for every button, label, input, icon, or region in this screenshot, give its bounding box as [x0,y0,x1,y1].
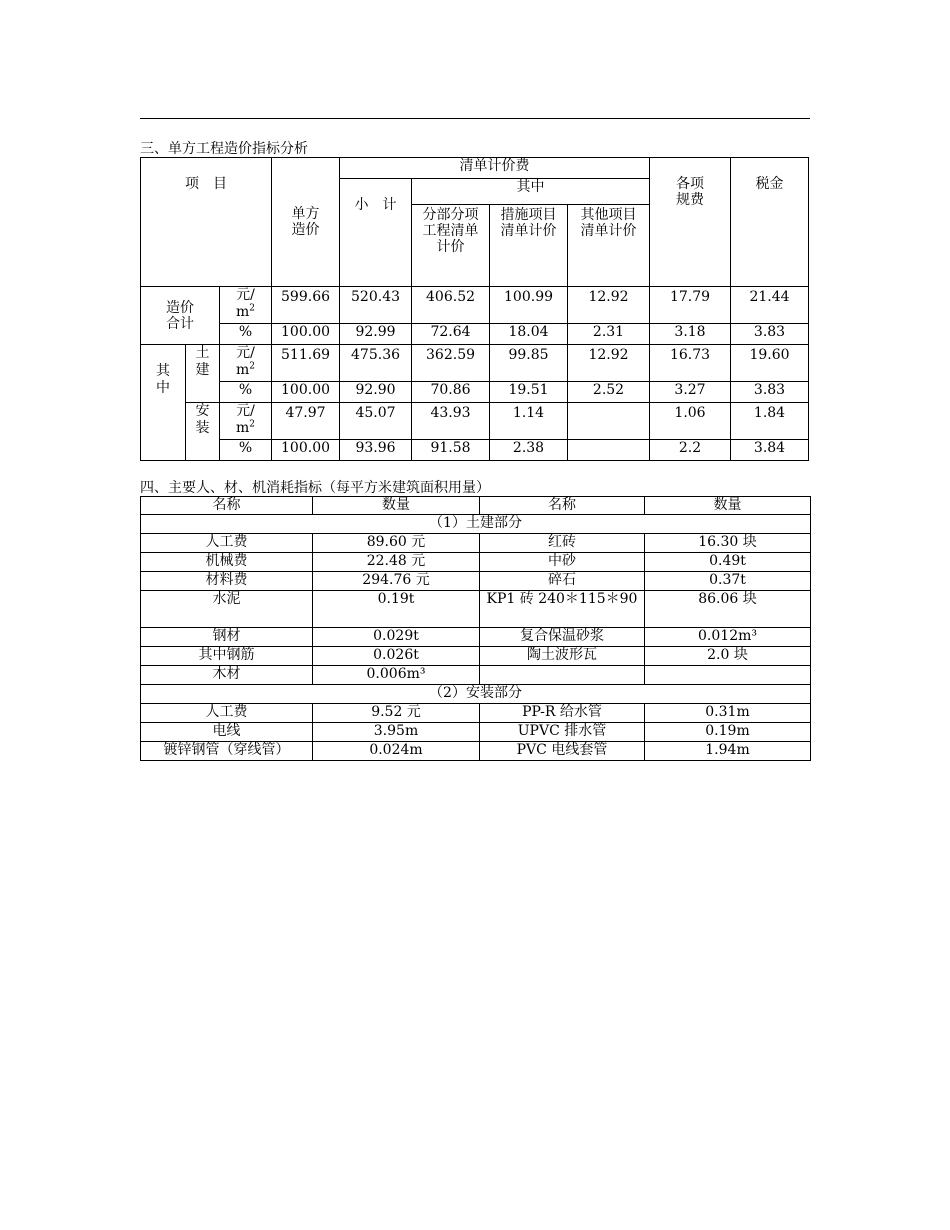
header-rule [140,118,810,119]
material-quantity-cell: 0.19t [313,591,480,628]
civil-pct-unit-cost: 100.00 [272,382,340,403]
material-name-cell: 中砂 [480,553,645,572]
civil-pct-tax: 3.83 [731,382,809,403]
material-name-cell: 电线 [141,723,313,742]
install-pct-unit-cost: 100.00 [272,440,340,461]
material-quantity-cell: 22.48 元 [313,553,480,572]
civil-yuan-unit-cost: 511.69 [272,345,340,382]
total-yuan-other: 12.92 [568,287,650,324]
material-quantity-cell: 89.60 元 [313,534,480,553]
total-yuan-subtotal: 520.43 [340,287,412,324]
material-name-cell: 人工费 [141,704,313,723]
civil-yuan-other: 12.92 [568,345,650,382]
material-name-cell: 红砖 [480,534,645,553]
table-row [141,742,811,761]
install-section-title: （2）安装部分 [141,685,811,704]
table-row [141,553,811,572]
table-row [141,628,811,647]
table-row [141,723,811,742]
header-other-list: 其他项目 清单计价 [568,205,650,287]
header-item: 项 目 [141,158,272,287]
install-pct-tax: 3.84 [731,440,809,461]
table-row [141,704,811,723]
group-install-label: 安装 [186,403,220,461]
unit-percent: % [220,324,272,345]
unit-cost-index-table [140,157,809,461]
material-quantity-cell: 0.024m [313,742,480,761]
install-yuan-other [568,403,650,440]
header-bill-fee: 清单计价费 [340,158,650,179]
header-name: 名称 [141,497,313,515]
civil-pct-subtotal: 92.90 [340,382,412,403]
material-name-cell [480,666,645,685]
header-quantity: 数量 [313,497,480,515]
material-name-cell: 复合保温砂浆 [480,628,645,647]
material-quantity-cell: 0.006m³ [313,666,480,685]
total-pct-measure: 18.04 [490,324,568,345]
header-measure-list: 措施项目 清单计价 [490,205,568,287]
civil-yuan-measure: 99.85 [490,345,568,382]
group-total-label: 造价 合计 [141,287,220,345]
install-yuan-subtotal: 45.07 [340,403,412,440]
header-fees: 各项 规费 [650,158,731,287]
material-name-cell: 木材 [141,666,313,685]
material-name-cell: 钢材 [141,628,313,647]
header-tax: 税金 [731,158,809,287]
material-name-cell: 材料费 [141,572,313,591]
header-of-which: 其中 [412,179,650,205]
group-of-which-label: 其 中 [141,345,186,461]
total-pct-unit-cost: 100.00 [272,324,340,345]
unit-yuan-per-m2: 元/ $m^2$ [220,287,272,324]
unit-yuan-per-m2: 元/ $m^2$ [220,345,272,382]
material-name-cell: 碎石 [480,572,645,591]
material-quantity-cell: 1.94m [645,742,811,761]
civil-pct-sub-item: 70.86 [412,382,490,403]
material-name-cell: PP-R 给水管 [480,704,645,723]
header-subtotal: 小 计 [340,179,412,287]
total-yuan-fees: 17.79 [650,287,731,324]
civil-pct-fees: 3.27 [650,382,731,403]
material-quantity-cell: 0.19m [645,723,811,742]
material-name-cell: 机械费 [141,553,313,572]
material-quantity-cell: 86.06 块 [645,591,811,628]
install-pct-fees: 2.2 [650,440,731,461]
total-pct-sub-item: 72.64 [412,324,490,345]
total-pct-fees: 3.18 [650,324,731,345]
install-yuan-tax: 1.84 [731,403,809,440]
material-quantity-cell: 0.012m³ [645,628,811,647]
material-quantity-cell: 9.52 元 [313,704,480,723]
section-4-title: 四、主要人、材、机消耗指标（每平方米建筑面积用量） [140,480,490,496]
install-yuan-fees: 1.06 [650,403,731,440]
total-yuan-tax: 21.44 [731,287,809,324]
header-unit-cost: 单方 造价 [272,158,340,287]
total-yuan-sub-item: 406.52 [412,287,490,324]
table-row [141,647,811,666]
material-quantity-cell: 0.026t [313,647,480,666]
install-yuan-measure: 1.14 [490,403,568,440]
total-pct-subtotal: 92.99 [340,324,412,345]
total-yuan-unit-cost: 599.66 [272,287,340,324]
install-pct-measure: 2.38 [490,440,568,461]
total-yuan-measure: 100.99 [490,287,568,324]
header-sub-item-list: 分部分项 工程清单 计价 [412,205,490,287]
install-yuan-sub-item: 43.93 [412,403,490,440]
material-name-cell: 人工费 [141,534,313,553]
material-quantity-cell: 0.49t [645,553,811,572]
material-name-cell: 其中钢筋 [141,647,313,666]
header-name: 名称 [480,497,645,515]
install-pct-other [568,440,650,461]
group-civil-label: 土建 [186,345,220,403]
install-pct-sub-item: 91.58 [412,440,490,461]
civil-yuan-tax: 19.60 [731,345,809,382]
install-yuan-unit-cost: 47.97 [272,403,340,440]
civil-section-title: （1）土建部分 [141,515,811,534]
material-name-cell: PVC 电线套管 [480,742,645,761]
table-row [141,534,811,553]
material-name-cell: UPVC 排水管 [480,723,645,742]
consumption-index-table [140,496,811,761]
material-name-cell: KP1 砖 240＊115＊90 [480,591,645,628]
material-quantity-cell: 16.30 块 [645,534,811,553]
table-row [141,666,811,685]
civil-pct-other: 2.52 [568,382,650,403]
material-quantity-cell: 3.95m [313,723,480,742]
table-row [141,572,811,591]
material-name-cell: 水泥 [141,591,313,628]
civil-pct-measure: 19.51 [490,382,568,403]
unit-yuan-per-m2: 元/ $m^2$ [220,403,272,440]
header-quantity: 数量 [645,497,811,515]
material-quantity-cell: 0.37t [645,572,811,591]
material-quantity-cell: 2.0 块 [645,647,811,666]
civil-yuan-subtotal: 475.36 [340,345,412,382]
install-pct-subtotal: 93.96 [340,440,412,461]
table-row [141,591,811,628]
section-3-title: 三、单方工程造价指标分析 [140,141,308,157]
civil-yuan-fees: 16.73 [650,345,731,382]
unit-percent: % [220,440,272,461]
material-quantity-cell [645,666,811,685]
total-pct-tax: 3.83 [731,324,809,345]
material-quantity-cell: 0.31m [645,704,811,723]
civil-yuan-sub-item: 362.59 [412,345,490,382]
material-name-cell: 镀锌钢管（穿线管） [141,742,313,761]
total-pct-other: 2.31 [568,324,650,345]
material-name-cell: 陶土波形瓦 [480,647,645,666]
material-quantity-cell: 0.029t [313,628,480,647]
unit-percent: % [220,382,272,403]
material-quantity-cell: 294.76 元 [313,572,480,591]
